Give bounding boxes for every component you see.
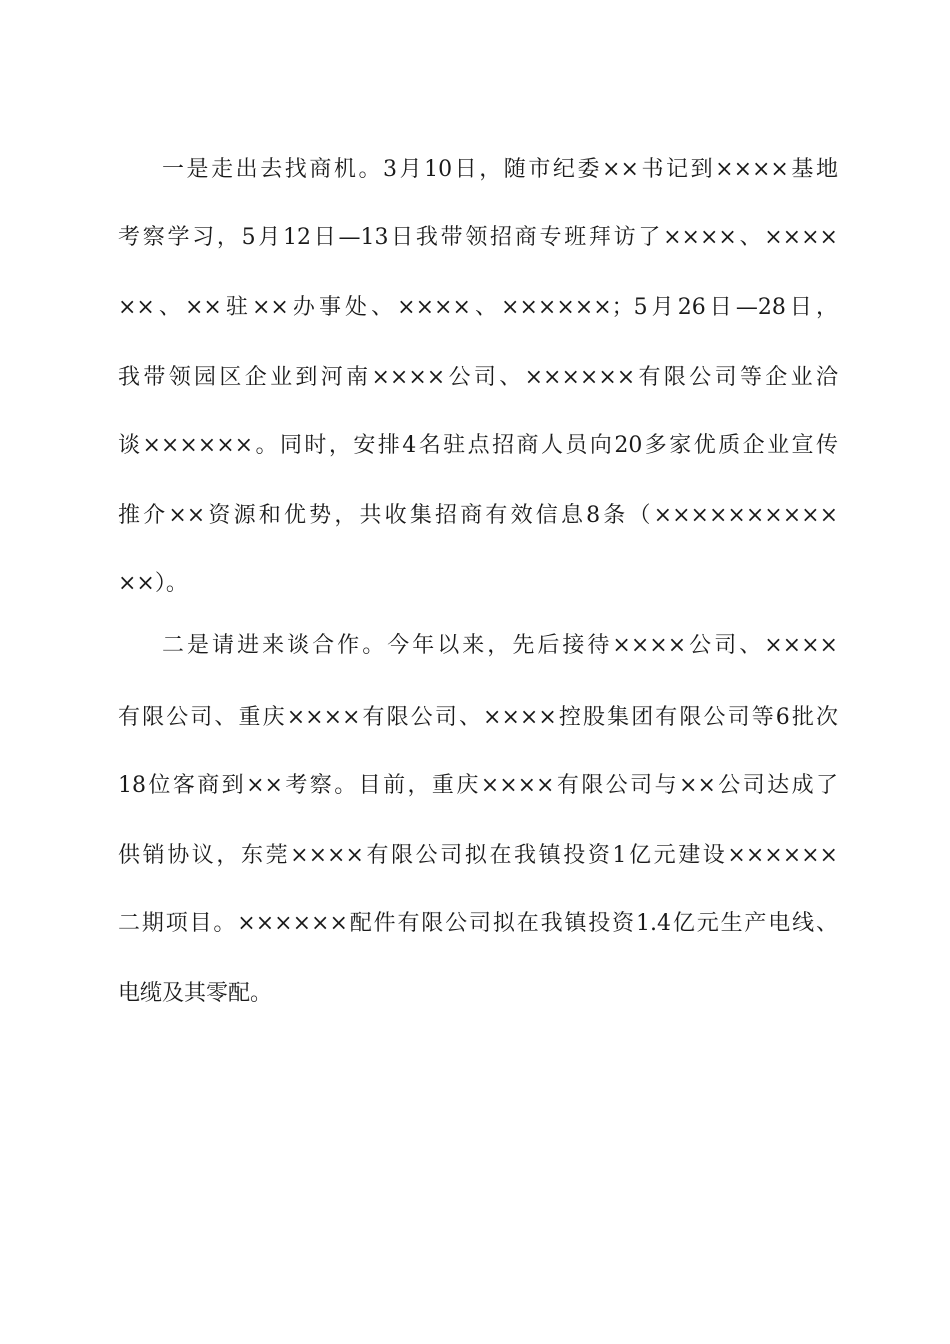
paragraph-2-line-3: 18位客商到××考察。目前，重庆××××有限公司与××公司达成了	[118, 773, 838, 798]
paragraph-1-line-3: ××、××驻××办事处、××××、××××××；5月26日—28日，	[118, 295, 838, 320]
paragraph-1-line-4: 我带领园区企业到河南××××公司、××××××有限公司等企业洽	[118, 365, 838, 390]
paragraph-1-line-6: 推介××资源和优势，共收集招商有效信息8条（××××××××××	[118, 503, 838, 528]
paragraph-2-line-6: 电缆及其零配。	[118, 981, 273, 1006]
paragraph-2-line-1: 二是请进来谈合作。今年以来，先后接待××××公司、××××	[162, 633, 838, 658]
paragraph-2-line-4: 供销协议，东莞××××有限公司拟在我镇投资1亿元建设××××××	[118, 843, 838, 868]
paragraph-1-line-2: 考察学习，5月12日—13日我带领招商专班拜访了××××、××××	[118, 225, 838, 250]
paragraph-1-line-7: ××）。	[118, 571, 188, 596]
paragraph-1-line-5: 谈××××××。同时，安排4名驻点招商人员向20多家优质企业宣传	[118, 433, 838, 458]
paragraph-2-line-5: 二期项目。××××××配件有限公司拟在我镇投资1.4亿元生产电线、	[118, 911, 838, 936]
paragraph-2-line-2: 有限公司、重庆××××有限公司、××××控股集团有限公司等6批次	[118, 705, 838, 730]
paragraph-1-line-1: 一是走出去找商机。3月10日，随市纪委××书记到××××基地	[162, 157, 838, 182]
